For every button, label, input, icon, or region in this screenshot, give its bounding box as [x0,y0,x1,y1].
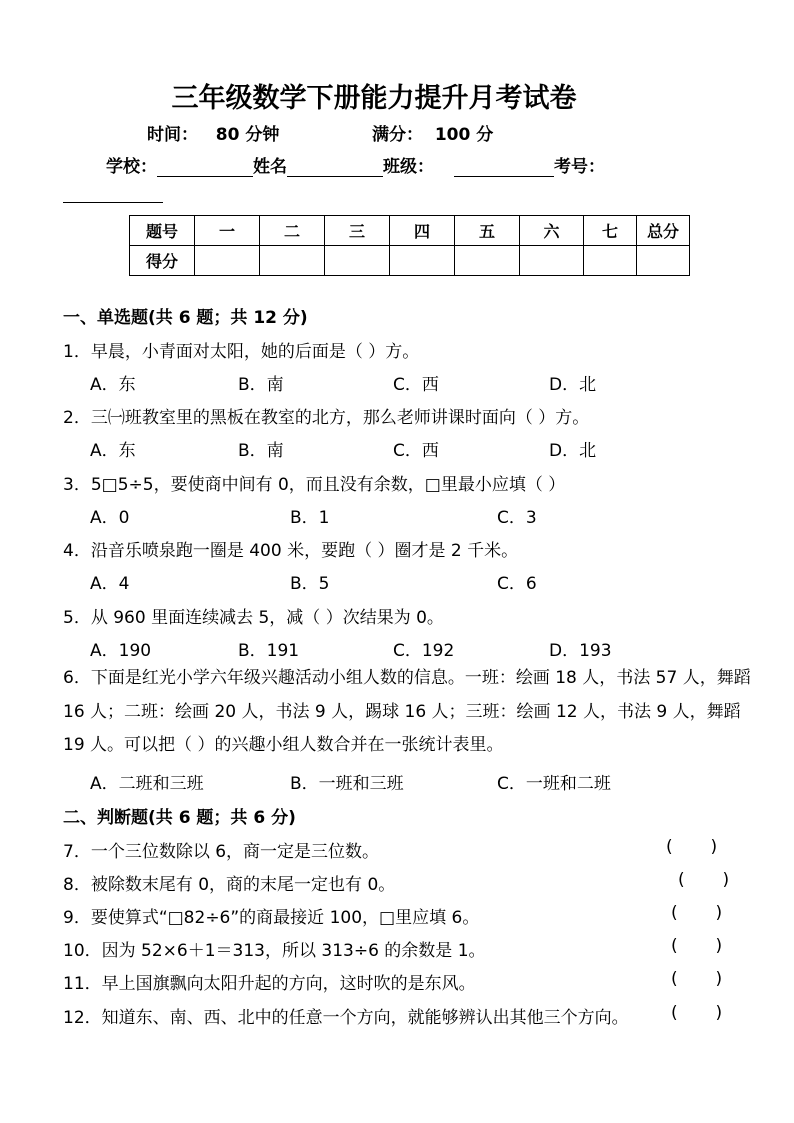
question-4: 4．沿音乐喷泉跑一圈是 400 米，要跑（ ）圈才是 2 千米。 [63,541,519,561]
school-label: 学校： [106,157,157,177]
q1-option-c[interactable]: C．西 [393,375,439,395]
q5-option-b[interactable]: B．191 [238,641,300,661]
header-cell: 六 [520,216,584,246]
question-7: 7．一个三位数除以 6，商一定是三位数。 [63,842,380,862]
score-cell[interactable] [195,246,260,276]
q3-option-c[interactable]: C．3 [497,508,537,528]
q6-option-c[interactable]: C．一班和二班 [497,774,611,794]
q10-answer-paren[interactable]: ( ) [671,936,723,956]
header-cell: 二 [260,216,325,246]
q3-option-b[interactable]: B．1 [290,508,330,528]
question-9: 9．要使算式“□82÷6”的商最接近 100，□里应填 6。 [63,908,480,928]
header-cell: 四 [390,216,455,246]
section-title-single-choice: 一、单选题(共 6 题；共 12 分) [63,308,308,328]
score-cell[interactable] [584,246,637,276]
question-1: 1．早晨，小青面对太阳，她的后面是（ ）方。 [63,342,420,362]
q6-option-b[interactable]: B．一班和三班 [290,774,404,794]
score-cell[interactable] [455,246,520,276]
school-blank[interactable] [157,158,253,177]
question-5: 5．从 960 里面连续减去 5，减（ ）次结果为 0。 [63,608,444,628]
q9-answer-paren[interactable]: ( ) [671,903,723,923]
student-info-line [106,152,605,177]
header-cell: 五 [455,216,520,246]
number-blank[interactable] [63,202,163,203]
q2-option-d[interactable]: D．北 [549,441,597,461]
exam-title: 三年级数学下册能力提升月考试卷 [171,83,577,114]
question-10: 10．因为 52×6＋1＝313，所以 313÷6 的余数是 1。 [63,941,486,961]
header-cell: 三 [325,216,390,246]
score-cell[interactable] [637,246,690,276]
q2-option-a[interactable]: A．东 [90,441,136,461]
number-label: 考号： [554,157,605,177]
question-6: 6．下面是红光小学六年级兴趣活动小组人数的信息。一班：绘画 18 人，书法 57 人，舞蹈 16 人；二班：绘画 20 人，书法 9 人，踢球 16 人；三班：绘画 12 人，书法 9 人，舞蹈 19 人。可以把（ ）的兴趣小组人数合并在一张统计表里。 [63,668,751,755]
question-3: 3．5□5÷5，要使商中间有 0，而且没有余数，□里最小应填（ ） [63,475,566,495]
class-label: 班级： [383,157,434,177]
question-11: 11．早上国旗飘向太阳升起的方向，这时吹的是东风。 [63,974,476,994]
q4-option-c[interactable]: C．6 [497,574,537,594]
question-2: 2．三㈠班教室里的黑板在教室的北方，那么老师讲课时面向（ ）方。 [63,408,590,428]
q12-answer-paren[interactable]: ( ) [671,1003,723,1023]
q8-answer-paren[interactable]: ( ) [678,870,730,890]
score-table-header-row [130,216,690,246]
exam-full-score: 满分： 100 分 [372,125,494,145]
q5-option-c[interactable]: C．192 [393,641,455,661]
score-cell[interactable] [325,246,390,276]
q1-option-d[interactable]: D．北 [549,375,597,395]
q4-option-a[interactable]: A．4 [90,574,130,594]
q2-option-c[interactable]: C．西 [393,441,439,461]
score-table-score-row [130,246,690,276]
score-table [129,215,690,276]
score-cell[interactable] [260,246,325,276]
header-cell: 七 [584,216,637,246]
section-title-true-false: 二、判断题(共 6 题；共 6 分) [63,808,296,828]
score-cell[interactable] [390,246,455,276]
q7-answer-paren[interactable]: ( ) [666,837,718,857]
q1-option-b[interactable]: B．南 [238,375,284,395]
row-label-cell: 得分 [130,246,195,276]
exam-time: 时间： 80 分钟 [147,125,280,145]
score-cell[interactable] [520,246,584,276]
name-blank[interactable] [287,158,383,177]
q2-option-b[interactable]: B．南 [238,441,284,461]
q11-answer-paren[interactable]: ( ) [671,969,723,989]
header-cell: 一 [195,216,260,246]
q3-option-a[interactable]: A．0 [90,508,130,528]
question-8: 8．被除数末尾有 0，商的末尾一定也有 0。 [63,875,396,895]
header-cell: 题号 [130,216,195,246]
name-label: 姓名 [253,157,287,177]
header-cell: 总分 [637,216,690,246]
q5-option-a[interactable]: A．190 [90,641,152,661]
q5-option-d[interactable]: D．193 [549,641,612,661]
class-blank[interactable] [454,158,554,177]
q1-option-a[interactable]: A．东 [90,375,136,395]
question-12: 12．知道东、南、西、北中的任意一个方向，就能够辨认出其他三个方向。 [63,1008,629,1028]
q4-option-b[interactable]: B．5 [290,574,330,594]
q6-option-a[interactable]: A．二班和三班 [90,774,204,794]
